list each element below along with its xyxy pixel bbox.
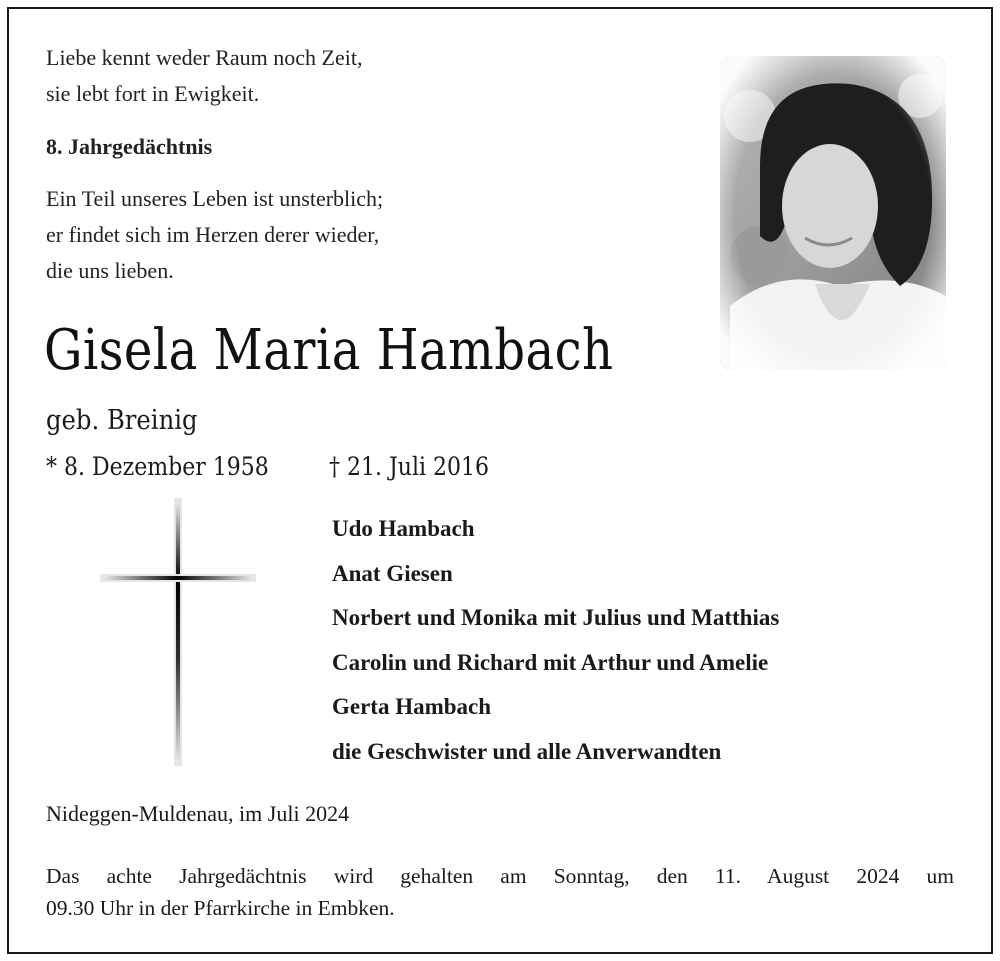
cross-icon xyxy=(100,498,260,773)
mourner-name: Carolin und Richard mit Arthur und Amelie xyxy=(332,650,769,675)
verse-line: die uns lieben. xyxy=(46,258,174,283)
mourner-name: Udo Hambach xyxy=(332,516,475,541)
death-date: † 21. Juli 2016 xyxy=(329,452,490,481)
memorial-notice xyxy=(46,860,954,924)
verse-line: sie lebt fort in Ewigkeit. xyxy=(46,81,260,106)
portrait-photo xyxy=(720,56,946,370)
mourner-name: Gerta Hambach xyxy=(332,694,492,719)
verse-line: Liebe kennt weder Raum noch Zeit, xyxy=(46,45,363,70)
verse-line: er findet sich im Herzen derer wieder, xyxy=(46,222,380,247)
mourner-name: Anat Giesen xyxy=(332,561,453,586)
birth-date: * 8. Dezember 1958 xyxy=(46,452,269,481)
notice-line: 09.30 Uhr in der Pfarrkirche in Embken. xyxy=(46,896,395,920)
birth-name: geb. Breinig xyxy=(46,405,198,436)
mourner-name: die Geschwister und alle Anverwandten xyxy=(332,739,722,764)
place-date: Nideggen-Muldenau, im Juli 2024 xyxy=(46,801,350,826)
anniversary-heading: 8. Jahrgedächtnis xyxy=(46,134,213,159)
deceased-name: Gisela Maria Hambach xyxy=(44,318,614,383)
notice-line: Das achte Jahrgedächtnis wird gehalten am Sonntag, den 11. August 2024 um xyxy=(46,864,954,888)
mourner-name: Norbert und Monika mit Julius und Matthias xyxy=(332,605,780,630)
verse-line: Ein Teil unseres Leben ist unsterblich; xyxy=(46,186,384,211)
